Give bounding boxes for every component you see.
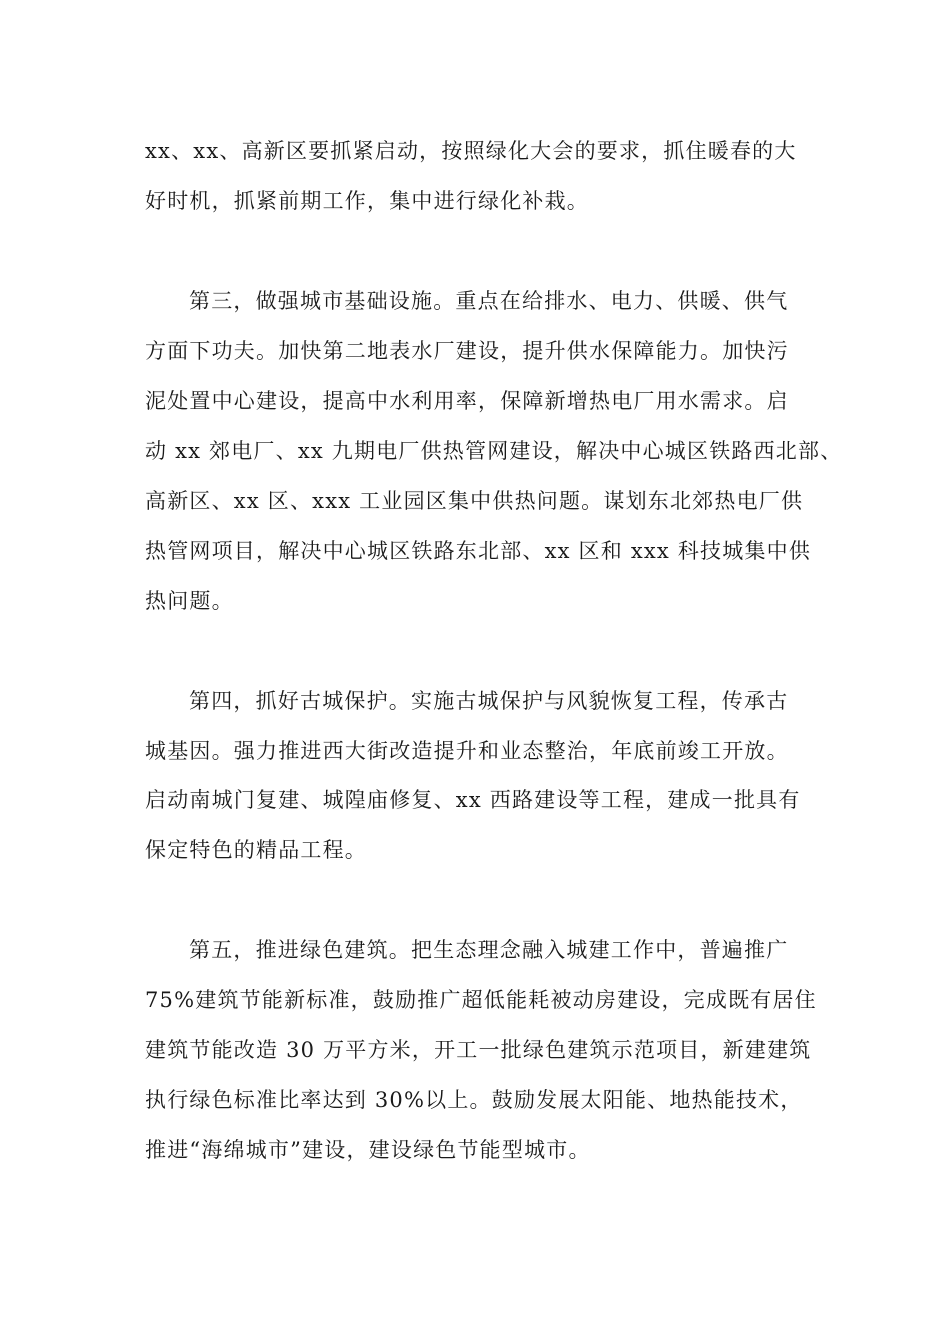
paragraph-4-line-2: 75%建筑节能新标准，鼓励推广超低能耗被动房建设，完成既有居住 [145,988,817,1012]
paragraph-2-line-6: 热管网项目，解决中心城区铁路东北部、xx 区和 xxx 科技城集中供 [145,539,812,563]
paragraph-3-line-4: 保定特色的精品工程。 [145,838,367,862]
paragraph-3-line-1: 第四，抓好古城保护。实施古城保护与风貌恢复工程，传承古 [189,689,789,713]
paragraph-2-line-7: 热问题。 [145,589,234,613]
paragraph-4-line-1: 第五，推进绿色建筑。把生态理念融入城建工作中，普遍推广 [189,938,789,962]
paragraph-4-line-4: 执行绿色标准比率达到 30%以上。鼓励发展太阳能、地热能技术， [145,1088,803,1112]
paragraph-2-line-4: 动 xx 郊电厂、xx 九期电厂供热管网建设，解决中心城区铁路西北部、 [145,439,843,463]
paragraph-2-line-5: 高新区、xx 区、xxx 工业园区集中供热问题。谋划东北郊热电厂供 [145,489,804,513]
paragraph-4-line-3: 建筑节能改造 30 万平方米，开工一批绿色建筑示范项目，新建建筑 [145,1038,812,1062]
paragraph-2-line-1: 第三，做强城市基础设施。重点在给排水、电力、供暖、供气 [189,289,789,313]
paragraph-3-line-3: 启动南城门复建、城隍庙修复、xx 西路建设等工程，建成一批具有 [145,788,801,812]
paragraph-4-line-5: 推进“海绵城市”建设，建设绿色节能型城市。 [145,1138,591,1162]
paragraph-2-line-2: 方面下功夫。加快第二地表水厂建设，提升供水保障能力。加快污 [145,339,789,363]
paragraph-2-line-3: 泥处置中心建设，提高中水利用率，保障新增热电厂用水需求。启 [145,389,789,413]
paragraph-3-line-2: 城基因。强力推进西大街改造提升和业态整治，年底前竣工开放。 [145,739,789,763]
paragraph-1-line-2: 好时机，抓紧前期工作，集中进行绿化补栽。 [145,189,589,213]
paragraph-1-line-1: xx、xx、高新区要抓紧启动，按照绿化大会的要求，抓住暖春的大 [145,139,797,163]
